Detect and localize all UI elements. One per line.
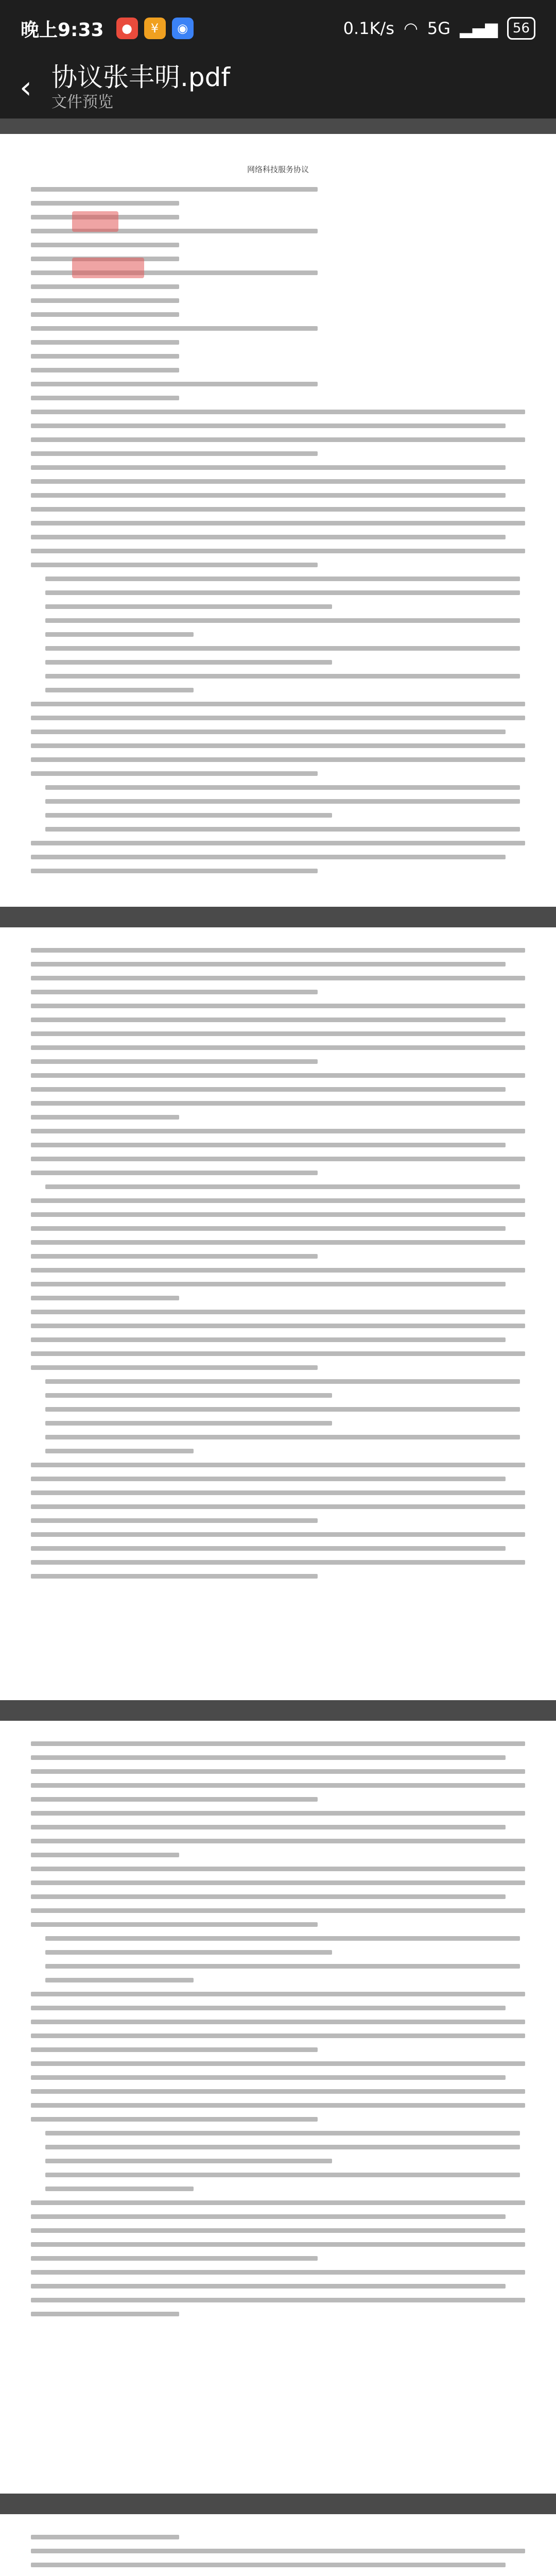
redaction-mark <box>72 258 144 278</box>
page-4-text <box>31 2535 525 2576</box>
page-gap <box>0 118 556 134</box>
page-2-text <box>31 948 525 1579</box>
page-1-text <box>31 187 525 873</box>
document-title: 网络科技服务协议 <box>247 165 309 174</box>
file-subtitle: 文件预览 <box>51 93 113 111</box>
pdf-page-1[interactable] <box>0 134 556 907</box>
app-bar <box>0 57 556 118</box>
payment-app-icon: ¥ <box>144 18 166 39</box>
title-group <box>51 62 230 113</box>
page-3-text <box>31 1741 525 2316</box>
pdf-page-2[interactable] <box>0 927 556 1700</box>
battery-indicator: 56 <box>507 17 535 40</box>
signal-icon: ▂▄▆ <box>460 19 498 38</box>
status-time: 晚上9:33 <box>21 19 104 41</box>
browser-app-icon: ◉ <box>172 18 194 39</box>
page-gap <box>0 1700 556 1721</box>
back-arrow-icon[interactable]: ‹ <box>20 70 32 106</box>
page-gap <box>0 907 556 927</box>
notification-icons <box>116 18 194 39</box>
file-title: 协议张丰明.pdf <box>51 62 230 92</box>
redaction-mark <box>72 211 118 232</box>
status-bar <box>0 0 556 57</box>
page-gap <box>0 2494 556 2514</box>
network-type: 5G <box>427 19 451 38</box>
notif-badge-icon: ● <box>116 18 138 39</box>
network-speed: 0.1K/s <box>343 19 394 38</box>
status-right <box>343 17 535 40</box>
pdf-page-4[interactable] <box>0 2514 556 2576</box>
wifi-icon: ◠ <box>404 19 418 38</box>
pdf-page-3[interactable] <box>0 1721 556 2494</box>
